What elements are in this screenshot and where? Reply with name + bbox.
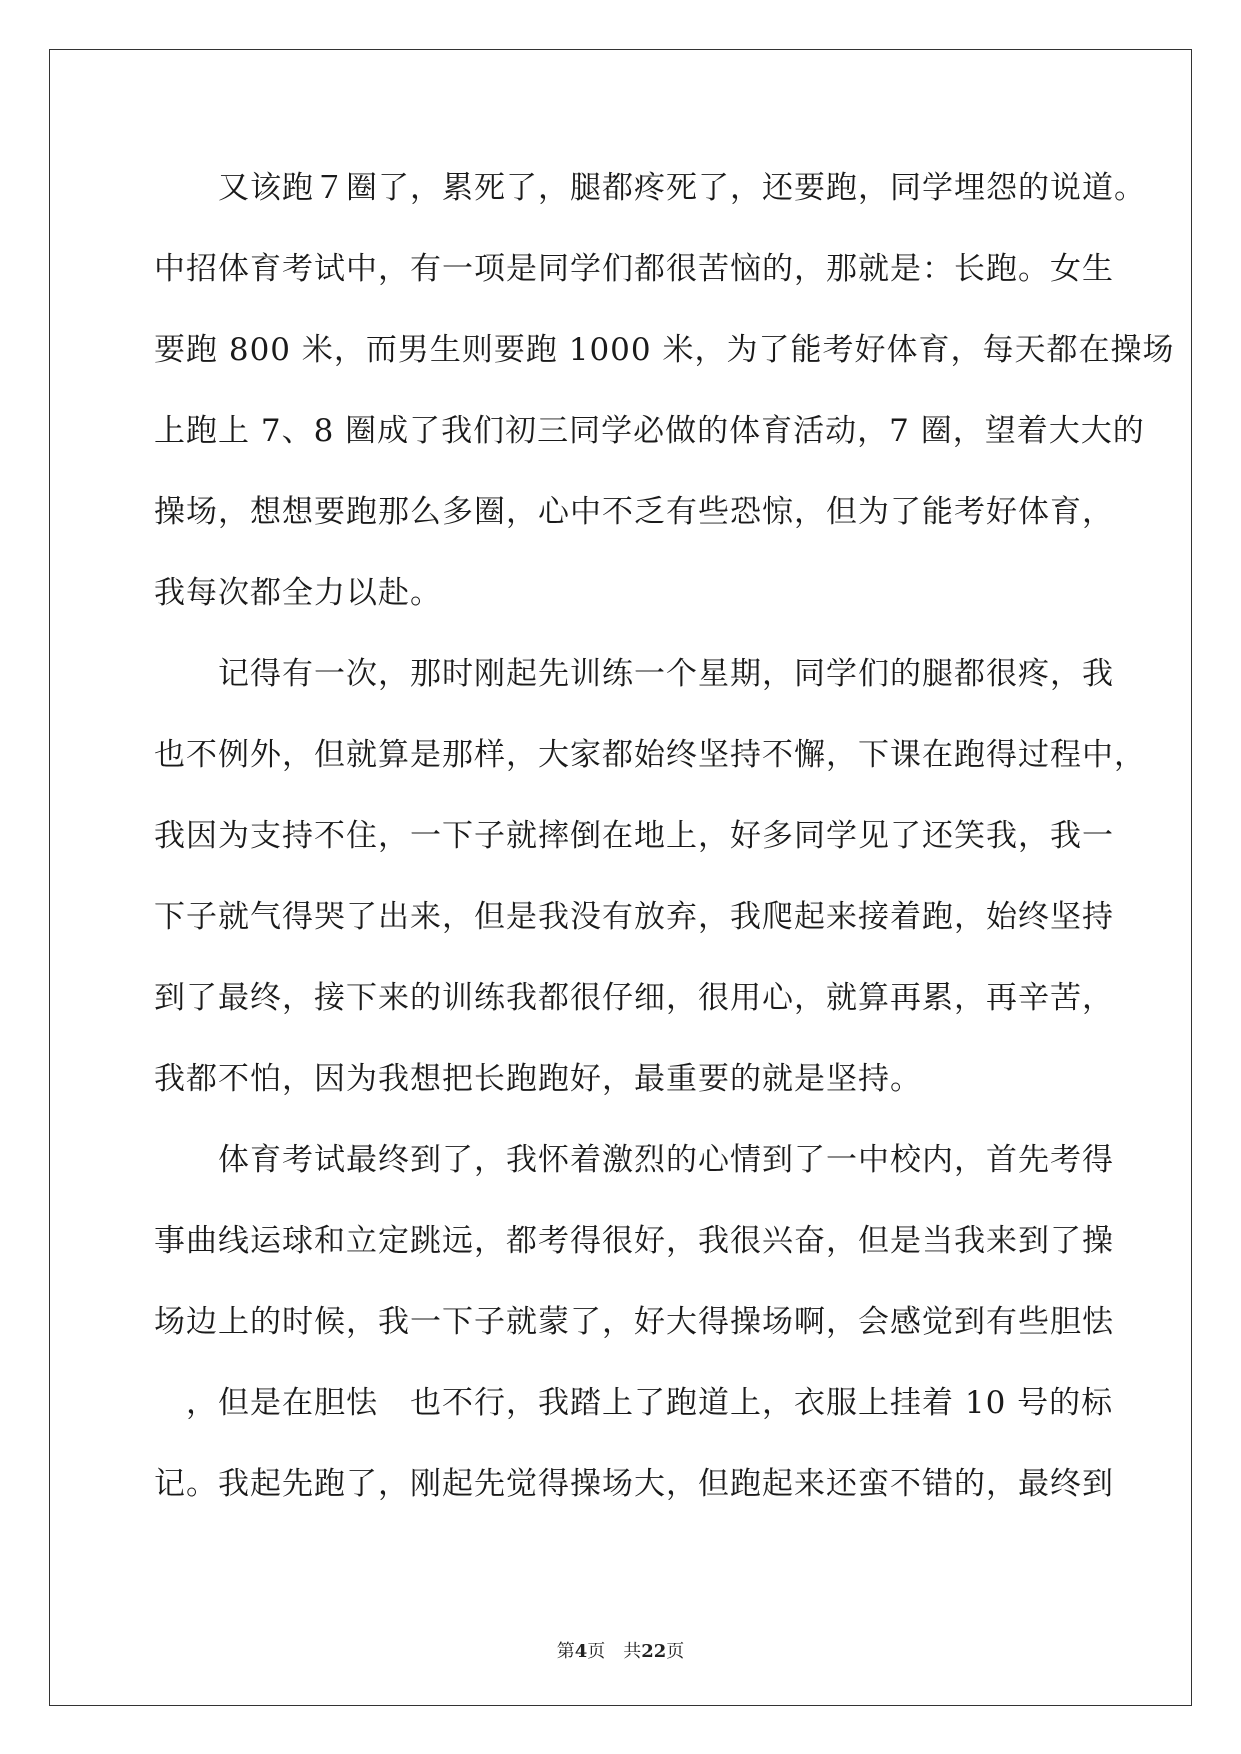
page-footer (0, 1637, 1241, 1663)
text-line: 体育考试最终到了，我怀着激烈的心情到了一中校内，首先考得 (154, 1142, 1114, 1178)
article-body (154, 148, 1175, 1525)
text-line: 我因为支持不住，一下子就摔倒在地上，好多同学见了还笑我，我一 (154, 818, 1114, 854)
text-line: 也不例外，但就算是那样，大家都始终坚持不懈，下课在跑得过程中， (154, 737, 1146, 773)
text-line: ，但是在胆怯 也不行，我踏上了跑道上，衣服上挂着 10 号的标 (154, 1385, 1114, 1421)
current-page-number: 4 (574, 1641, 588, 1662)
text-line: 中招体育考试中，有一项是同学们都很苦恼的，那就是：长跑。女生 (154, 251, 1114, 287)
text-line: 又该跑７圈了，累死了，腿都疼死了，还要跑，同学埋怨的说道。 (154, 170, 1146, 206)
text-line: 记。我起先跑了，刚起先觉得操场大，但跑起来还蛮不错的，最终到 (154, 1466, 1114, 1502)
footer-middle: 页 共 (587, 1641, 642, 1662)
text-line: 要跑 800 米，而男生则要跑 1000 米，为了能考好体育，每天都在操场 (154, 332, 1175, 368)
total-page-count: 22 (641, 1641, 667, 1662)
text-line: 操场，想想要跑那么多圈，心中不乏有些恐惊，但为了能考好体育， (154, 494, 1114, 530)
text-line: 下子就气得哭了出来，但是我没有放弃，我爬起来接着跑，始终坚持 (154, 899, 1114, 935)
text-line: 我每次都全力以赴。 (154, 575, 442, 611)
footer-prefix: 第 (556, 1641, 575, 1662)
text-line: 记得有一次，那时刚起先训练一个星期，同学们的腿都很疼，我 (154, 656, 1114, 692)
text-line: 到了最终，接下来的训练我都很仔细，很用心，就算再累，再辛苦， (154, 980, 1114, 1016)
text-line: 上跑上 7、8 圈成了我们初三同学必做的体育活动，7 圈，望着大大的 (154, 413, 1145, 449)
footer-suffix: 页 (666, 1641, 685, 1662)
text-line: 事曲线运球和立定跳远，都考得很好，我很兴奋，但是当我来到了操 (154, 1223, 1114, 1259)
text-line: 场边上的时候，我一下子就蒙了，好大得操场啊，会感觉到有些胆怯 (154, 1304, 1114, 1340)
text-line: 我都不怕，因为我想把长跑跑好，最重要的就是坚持。 (154, 1061, 922, 1097)
